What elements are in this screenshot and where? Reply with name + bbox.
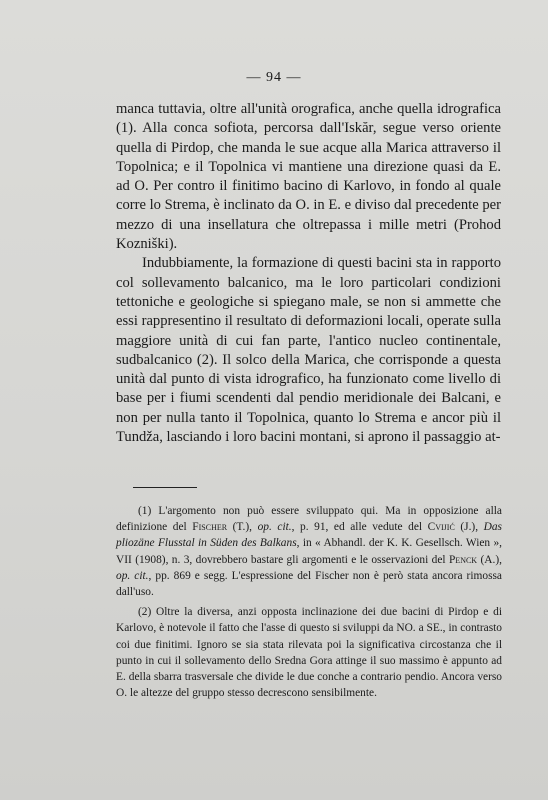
footnote-1	[116, 503, 502, 600]
page-number: — 94 —	[246, 70, 302, 85]
footnote-1-text-g: , pp. 869 e segg. L'espressione del Fischer non è però stata ancora rimossa dall'uso.	[116, 569, 502, 599]
footnotes	[116, 503, 502, 705]
author-cvijic: Cvijić	[427, 521, 455, 534]
main-text	[116, 100, 501, 447]
footnote-1-text-c: , p. 91, ed alle vedute del	[291, 521, 428, 534]
paragraph-2: Indubbiamente, la formazione di questi bacini sta in rapporto col sollevamento balcanico, ma le loro particolari condizioni tettoniche e geologiche si spiegano male, se non si ammette che essi rappresentino il resultato di deformazioni locali, operate sulla maggiore unità di cui fan parte, l'antico nucleo continentale, sudbalcanico (2). Il solco della Marica, che corrisponde a questa unità dal punto di vista idrografico, ha funzionato come livello di base per i fiumi scendenti dal pendio meridionale dei Balcani, e non per nulla tanto il Topolnica, quanto lo Strema e ancor più il Tundža, lasciando i loro bacini montani, si aprono il passaggio at-	[116, 255, 501, 446]
footnote-1-text-a: (1) L'argomento non può essere sviluppato qui. Ma in opposizione alla definizione del	[116, 505, 502, 534]
author-penck: Penck	[448, 553, 478, 566]
footnote-1-text-e: , in « Abhandl. der K. K. Gesellsch. Wien », VII (1908), n. 3, dovrebbero bastare gli argomenti e le osservazioni del	[116, 537, 502, 566]
paragraph-1: manca tuttavia, oltre all'unità orografica, anche quella idrografica (1). Alla conca sofiota, percorsa dall'Iskăr, segue verso oriente quella di Pirdop, che manda le sue acque alla Marica attraverso il Topolnica; e il Topolnica vi mantiene una direzione quasi da E. ad O. Per contro il finitimo bacino di Karlovo, in fondo al quale corre lo Strema, è inclinato da O. in E. e diviso dal precedente per mezzo di una insellatura che oltrepassa i mille metri (Prohod Kozniški).	[116, 101, 501, 253]
citation-title: Das pliozäne Flusstal in Süden des Balkans	[116, 521, 502, 550]
author-fischer: Fischer	[192, 521, 228, 534]
footnote-separator	[133, 487, 197, 488]
footnote-1-text-b: (T.),	[227, 521, 258, 534]
citation-op-cit-2: op. cit.	[116, 569, 149, 582]
footnote-1-text-d: (J.),	[454, 521, 484, 534]
footnote-2: (2) Oltre la diversa, anzi opposta inclinazione dei due bacini di Pirdop e di Karlovo, è notevole il fatto che l'asse di questo si sviluppi da NO. a SE., in contrasto coi due finitimi. Ignoro se sia stata rilevata poi la significativa circostanza che il punto in cui il sollevamento dello Sredna Gora attinge il suo massimo è appunto ad E. della sbarra trasversale che divide le due conche a contrario pendio. Ancora verso O. le altezze del gruppo stesso decrescono sensibilmente.	[116, 606, 502, 700]
footnote-1-text-f: (A.),	[477, 553, 502, 566]
citation-op-cit-1: op. cit.	[257, 521, 292, 534]
